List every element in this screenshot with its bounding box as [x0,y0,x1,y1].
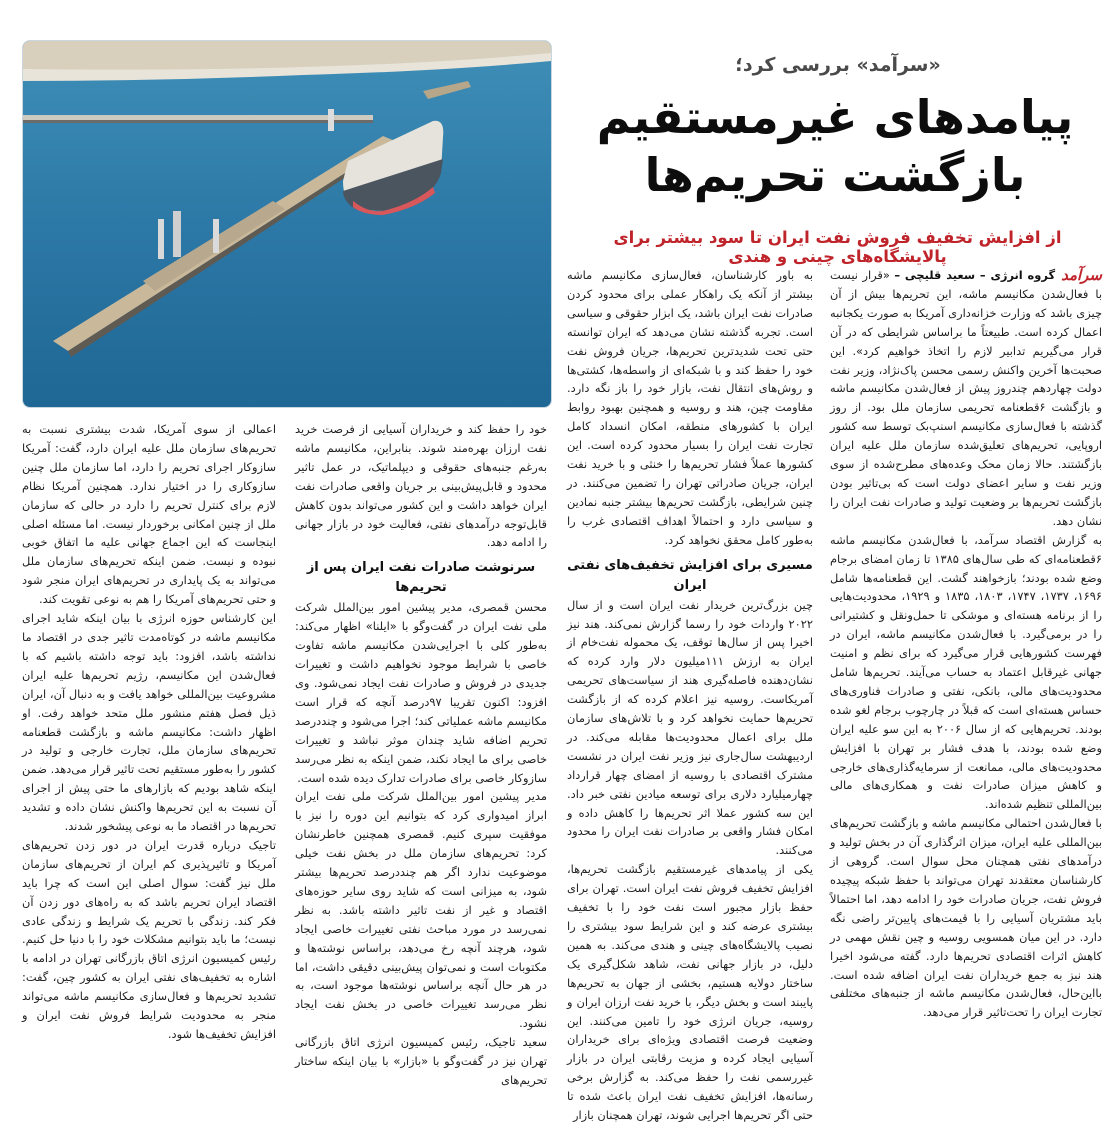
article-column-4 [22,420,276,1044]
body-paragraph: مدیر پیشین امور بین‌الملل شرکت ملی نفت ایران ابراز امیدواری کرد که بتوانیم این دوره را نیز با موفقیت سپری کنیم. قمصری همچنین خاطرنشان کرد: تحریم‌های سازمان ملل در بخش نفت خیلی موضوعیت ندارد اگر هم چنددرصد تحریم‌ها بیشتر شود، به میزانی است که شاید روی سایر حوزه‌های اقتصاد و غیر از نفت تاثیر داشته باشد. به نظر نمی‌رسد در مورد مباحث نفتی تغییرات خاصی ایجاد شود، هرچند آنچه رخ می‌دهد، براساس نوشته‌ها و مکتوبات است و نمی‌توان پیش‌بینی دقیقی داشت، اما در هر حال آنچه براساس نوشته‌ها موجود است، به نظر می‌رسد تغییرات خاصی در بخش نفت ایجاد نشود. [295,789,547,1031]
body-paragraph: این کارشناس حوزه انرژی با بیان اینکه شاید اجرای مکانیسم ماشه در کوتاه‌مدت تاثیر جدی در اقتصاد ما نداشته باشد، افزود: باید توجه داشته باشیم که با فعال‌شدن این مکانیسم، رژیم تحریم‌ها علیه ایران مشروعیت بین‌المللی خواهد یافت و به دنبال آن، ایران ذیل فصل هفتم منشور ملل متحد خواهد رفت. او اظهار داشت: مکانیسم ماشه و بازگشت قطعنامه تحریم‌های سازمان ملل، تجارت خارجی و تولید در کشور را به‌طور مستقیم تحت تاثیر قرار می‌دهد. ضمن اینکه شاهد بودیم که بازارهای ما حتی پیش از اجرای آن نسبت به این تحریم‌ها واکنش نشان داده و تشدید تحریم‌ها در اقتصاد ما به نوعی پیشخور شدند. [22,611,276,834]
section-heading: سرنوشت صادرات نفت ایران پس از تحریم‌ها [306,560,536,596]
headline-line-1: پیامدهای غیرمستقیم [596,90,1074,144]
publication-logo: سرآمد [1061,266,1102,284]
body-paragraph: تاجیک درباره قدرت ایران در دور زدن تحریم‌های آمریکا و تاثیرپذیری کم ایران از تحریم‌های سازمان ملل نیز گفت: سوال اصلی این است که چرا باید اقتصاد ایران تحریم باشد که به راه‌های دور زدن آن فکر کند. زندگی با تحریم یک شرایط و زندگی عادی نیست؛ ما باید بتوانیم مشکلات خود را با دنیا حل کنیم. رئیس کمیسیون انرژی اتاق بازرگانی تهران در ادامه با اشاره به تخفیف‌های نفتی ایران به کشور چین، گفت: تشدید تحریم‌ها و فعال‌سازی مکانیسم ماشه می‌تواند منجر به محدودیت شرایط فروش نفت ایران و افزایش تخفیف‌ها شود. [22,837,276,1041]
oil-terminal-photo [22,40,552,408]
section-heading: مسیری برای افزایش تخفیف‌های نفتی ایران [567,557,813,593]
headline-line-2: بازگشت تحریم‌ها [644,148,1026,202]
body-paragraph: به باور کارشناسان، فعال‌سازی مکانیسم ماشه بیشتر از آنکه یک راهکار عملی برای محدود کردن صادرات نفت ایران باشد، یک ابزار حقوقی و سیاسی است. تجربه گذشته نشان می‌دهد که ایران توانسته حتی تحت شدیدترین تحریم‌ها، جریان فروش نفت خود را حفظ کند و با شبکه‌ای از واسطه‌ها، کشتی‌ها و روش‌های انتقال نفت، بازار خود را باز نگه دارد. مقاومت چین، هند و روسیه و همچنین بهبود روابط ایران با کشورهای منطقه، امکان انسداد کامل تجارت نفت ایران را بسیار محدود کرده است. این کشورها عملاً فشار تحریم‌ها را خنثی و با خرید نفت ایران، جریان صادراتی تهران را تضمین می‌کنند. در چنین شرایطی، بازگشت تحریم‌ها بیشتر جنبه نمادین و سیاسی دارد و احتمالاً اهداف اقتصادی غرب را به‌طور کامل محقق نخواهد کرد. [567,268,813,547]
body-paragraph: یکی از پیامدهای غیرمستقیم بازگشت تحریم‌ها، افزایش تخفیف فروش نفت ایران است. تهران برای حفظ بازار مجبور است نفت خود را با تخفیف بیشتری عرضه کند و این شرایط سود بیشتری را نصیب پالایشگاه‌های چینی و هندی می‌کند. به همین دلیل، در بازار جهانی نفت، شاهد شکل‌گیری یک ساختار دولایه هستیم، بخشی از جهان به تحریم‌ها پایبند است و بخش دیگر، با خرید نفت ارزان ایران و روسیه، جریان انرژی خود را تامین می‌کنند. این وضعیت فرصت اقتصادی ویژه‌ای برای خریداران آسیایی ایجاد کرده و مزیت رقابتی ایران در بازار غیررسمی نفت را حفظ می‌کند. به گزارش برخی رسانه‌ها، افزایش تخفیف نفت ایران باعث شده تا حتی اگر تحریم‌ها اجرایی شوند، تهران همچنان بازار [567,862,813,1123]
oil-terminal-image [23,41,551,407]
article-kicker: «سرآمد» بررسی کرد؛ [735,54,941,76]
body-paragraph: خود را حفظ کند و خریداران آسیایی از فرصت خرید نفت ارزان بهره‌مند شوند. بنابراین، مکانیسم ماشه به‌رغم جنبه‌های حقوقی و دیپلماتیک، در عمل تاثیر محدود و قابل‌پیش‌بینی بر جریان واقعی صادرات نفت ایران خواهد داشت و این کشور می‌تواند بدون کاهش قابل‌توجه درآمدهای نفتی، فعالیت خود در بازار جهانی را ادامه دهد. [295,422,547,550]
body-paragraph: چین بزرگ‌ترین خریدار نفت ایران است و از سال ۲۰۲۲ واردات خود را رسما گزارش نمی‌کند. هند نیز اخیرا پس از سال‌ها توقف، یک محموله نفت‌خام از ایران به ارزش ۱۱۱میلیون دلار وارد کرده که نشان‌دهنده فاصله‌گیری هند از سیاست‌های تحریمی آمریکاست. روسیه نیز اعلام کرده که از بازگشت تحریم‌ها حمایت نخواهد کرد و با تلاش‌های سازمان ملل برای اعمال محدودیت‌ها مقابله می‌کند. در اردیبهشت سال‌جاری نیز وزیر نفت ایران در نشست مشترک اقتصادی با روسیه از امضای چهار قرارداد چهارمیلیارد دلاری برای توسعه میادین نفتی خبر داد. این سه کشور عملا اثر تحریم‌ها را کاهش داده و امکان فشار واقعی بر صادرات نفت ایران را محدود می‌کنند. [567,597,813,858]
body-paragraph: با فعال‌شدن احتمالی مکانیسم ماشه و بازگشت تحریم‌های بین‌المللی علیه ایران، میزان اثرگذاری آن در بخش تولید و درآمدهای نفتی همچنان محل سوال است. گروهی از کارشناسان معتقدند تهران می‌تواند با حفظ شبکه پیچیده فروش نفت، جریان صادرات خود را ادامه دهد، اما احتمالاً باید مشتریان آسیایی را با قیمت‌های پایین‌تر راضی نگه دارد. در این میان همسویی روسیه و چین نقش مهمی در کاهش اثرات اقتصادی تحریم‌ها دارد. گفته می‌شود اخیرا هند نیز به جمع خریداران نفت ایران اضافه شده است. بااین‌حال، فعال‌شدن مکانیسم ماشه از جنبه‌های مختلفی تجارت ایران را تحت‌تاثیر قرار می‌دهد. [830,816,1102,1020]
article-subheadline: از افزایش تخفیف فروش نفت ایران تا سود بیشتر برای پالایشگاه‌های چینی و هندی [613,228,1062,266]
article-headline [565,88,1105,204]
lead-paragraph [830,266,1102,531]
byline: گروه انرژی – سعید قلیچی – [894,268,1056,282]
body-paragraph: سعید تاجیک، رئیس کمیسیون انرژی اتاق بازرگانی تهران نیز در گفت‌وگو با «بازار» با بیان اینکه ساختار تحریم‌های [295,1035,547,1087]
article-column-1 [830,266,1102,1022]
article-column-2 [567,266,813,1125]
article-column-3 [295,420,547,1090]
body-paragraph: محسن قمصری، مدیر پیشین امور بین‌الملل شرکت ملی نفت ایران در گفت‌وگو با «ایلنا» اظهار می‌کند: به‌طور کلی با اجرایی‌شدن مکانیسم ماشه تفاوت خاصی با شرایط موجود نخواهیم داشت و تغییرات جدیدی در فروش و صادرات نفت ایجاد نمی‌شود. وی افزود: اکنون تقریبا ۹۷درصد آنچه که قرار است مکانیسم ماشه عملیاتی کند؛ اجرا می‌شود و چنددرصد تحریم اضافه شاید چندان موثر نباشد و تغییرات خاصی برای ما ایجاد نکند، ضمن اینکه به نظر می‌رسد سازوکار خاصی برای صادرات تدارک دیده شده است. [295,600,547,785]
body-paragraph: به گزارش اقتصاد سرآمد، با فعال‌شدن مکانیسم ماشه ۶قطعنامه‌ای که طی سال‌های ۱۳۸۵ تا زمان امضای برجام وضع شده بودند؛ بازخواهند گشت. این قطعنامه‌ها شامل ۱۶۹۶، ۱۷۳۷، ۱۷۴۷، ۱۸۰۳، ۱۸۳۵ و ۱۹۲۹، محدودیت‌هایی را از برنامه هسته‌ای و موشکی تا حمل‌ونقل و کشتیرانی را در برمی‌گیرد. با فعال‌شدن مکانیسم ماشه، ایران در فهرست کشورهایی قرار می‌گیرد که برای نظم و امنیت جهانی غیرقابل اعتماد به حساب می‌آیند. تحریم‌ها شامل محدودیت‌های مالی، بانکی، نفتی و صادرات فناوری‌های حساس هسته‌ای است که قبلاً در چارچوب برجام لغو شده بودند. تحریم‌هایی که از سال ۲۰۰۶ به این سو علیه ایران وضع شده بودند، با هدف فشار بر تهران با افزایش محدودیت‌های مالی، ممانعت از سرمایه‌گذاری‌های خارجی و کاهش میزان صادرات نفت و همکاری‌های مالی بین‌المللی تنظیم شده‌اند. [830,532,1102,812]
lead-text: «قرار نیست با فعال‌شدن مکانیسم ماشه، این تحریم‌ها بیش از آن چیزی باشد که وزارت خزانه‌داری آمریکا به صورت یکجانبه اعمال کرده است. طبیعتاً ما براساس شرایطی که در آن قرار می‌گیریم تدابیر لازم را اتخاذ خواهیم کرد». این صحبت‌ها آخرین واکنش رسمی محسن پاک‌نژاد، وزیر نفت دولت چهاردهم چندروز پیش از فعال‌شدن مکانیسم ماشه و بازگشت ۶قطعنامه تحریمی سازمان ملل بود. از روز گذشته با فعال‌سازی مکانیسم اسنپ‌بک توسط سه کشور اروپایی، تحریم‌های تعلیق‌شده سازمان ملل علیه ایران بازگشتند. حالا زمان محک وعده‌های مطرح‌شده از سوی وزیر نفت و سایر اعضای دولت است که بی‌تاثیر بودن بازگشت تحریم‌ها بر وضعیت تولید و صادرات نفت ایران را نشان دهد. [830,268,1102,528]
body-paragraph: اعمالی از سوی آمریکا، شدت بیشتری نسبت به تحریم‌های سازمان ملل علیه ایران دارد، گفت: آمریکا سازوکار اجرای تحریم را دارد، اما سازمان ملل چنین سازوکاری را در اختیار ندارد. همچنین آمریکا نظام لازم برای کنترل تحریم را دارد در حالی که سازمان ملل از چنین امکانی برخوردار نیست. اما مسئله اصلی اینجاست که این اجماع جهانی علیه ما اتفاق خوبی نبوده و نیست. ضمن اینکه تحریم‌های سازمان ملل می‌تواند به یک پایداری در تحریم‌های ایران منجر شود و حتی تحریم‌های آمریکا را هم به نوعی تقویت کند. [22,422,276,607]
